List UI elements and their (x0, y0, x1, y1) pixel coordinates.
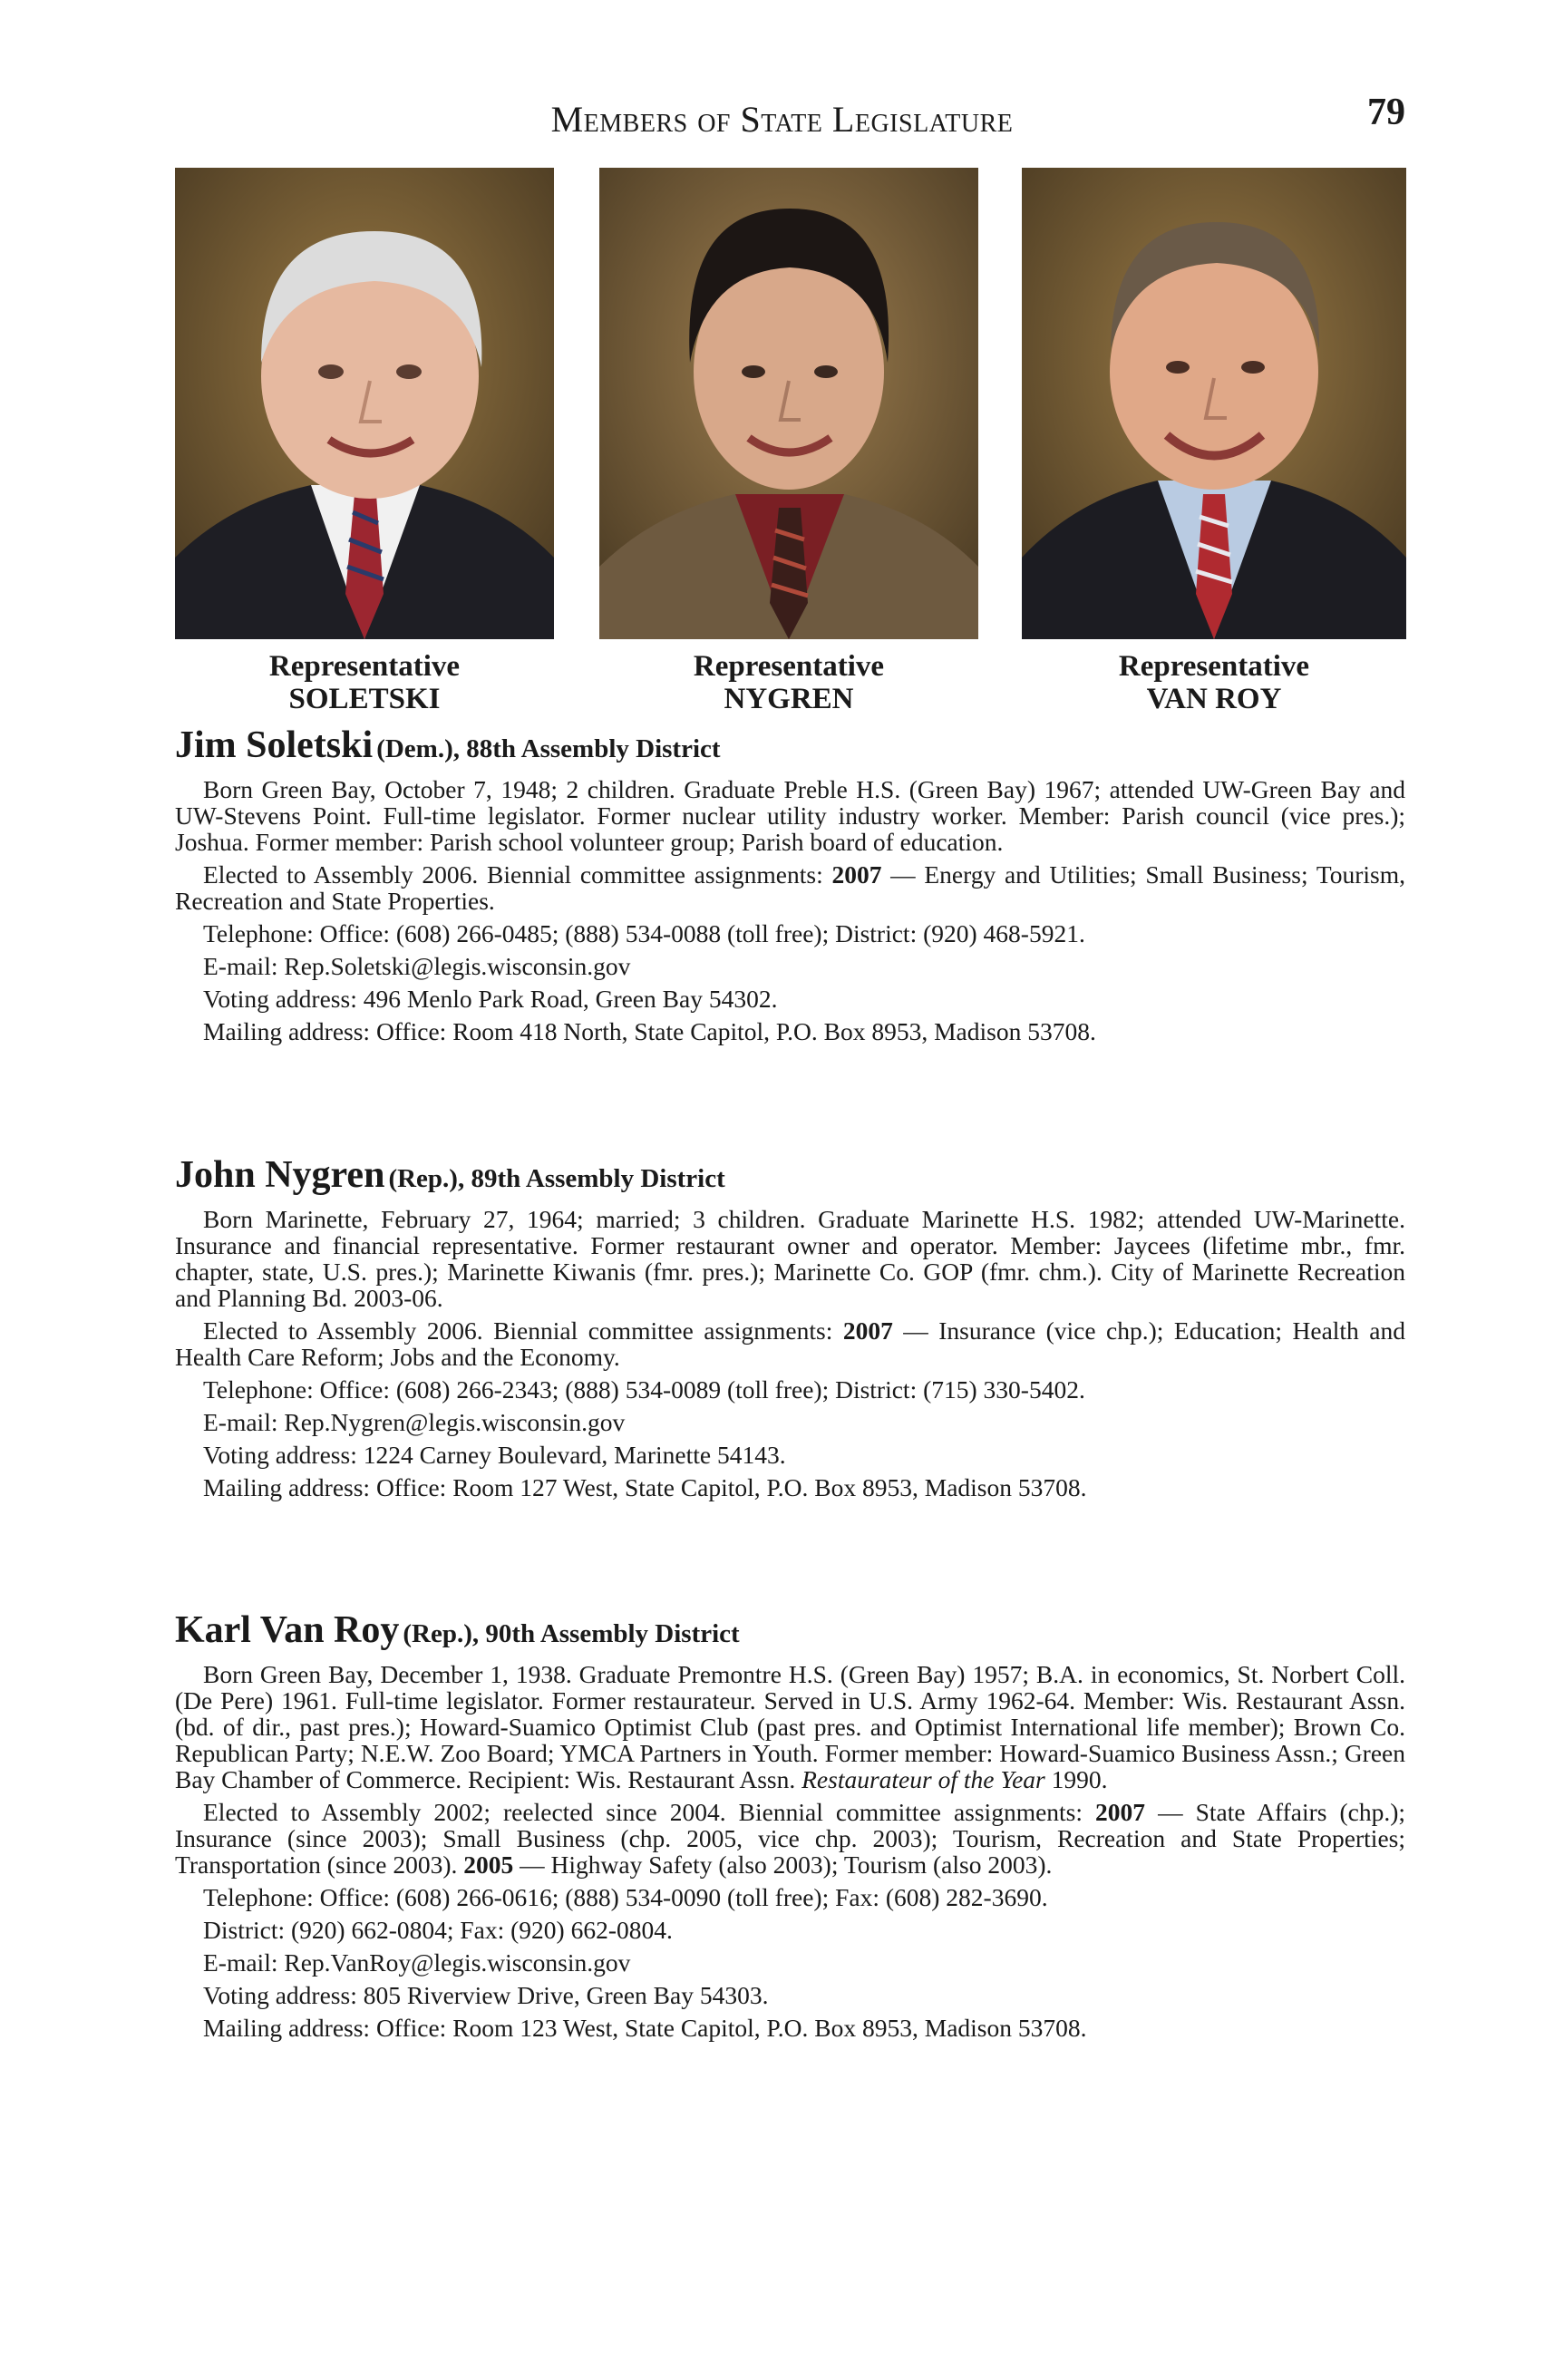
caption-surname: NYGREN (724, 683, 854, 715)
member-party-district: (Rep.), 89th Assembly District (388, 1164, 725, 1193)
member-heading-nygren (175, 1153, 725, 1197)
mailing-address: Mailing address: Office: Room 418 North, State Capitol, P.O. Box 8953, Madison 53708. (203, 1017, 1096, 1045)
email: E-mail: Rep.Nygren@legis.wisconsin.gov (203, 1408, 626, 1436)
bio-paragraph: Born Marinette, February 27, 1964; married; 3 children. Graduate Marinette H.S. 1982; attended UW-Marinette. Insurance and financial representative. Former restaurant owner and operator. Member: Jaycees (lifetime mbr., fmr. chapter, state, U.S. pres.); Marinette Kiwanis (fmr. pres.); Marinette Co. GOP (fmr. chm.). City of Marinette Recreation and Planning Bd. 2003-06. (175, 1205, 1405, 1312)
voting-address: Voting address: 496 Menlo Park Road, Green Bay 54302. (203, 985, 778, 1013)
committee-paragraph: Elected to Assembly 2002; reelected since 2004. Biennial committee assignments: 2007 — State Affairs (chp.); Insurance (since 2003); Small Business (chp. 2005, vice chp. 2003); Tourism, Recreation and State Properties; Transportation (since 2003). 2005 — Highway Safety (also 2003); Tourism (also 2003). (175, 1798, 1405, 1879)
caption-soletski (175, 650, 554, 715)
member-heading-soletski (175, 724, 721, 767)
caption-surname: SOLETSKI (288, 683, 441, 715)
member-name: Jim Soletski (175, 724, 374, 766)
member-bio-nygren (175, 1206, 1405, 1507)
mailing-address: Mailing address: Office: Room 123 West, State Capitol, P.O. Box 8953, Madison 53708. (203, 2014, 1087, 2042)
email: E-mail: Rep.VanRoy@legis.wisconsin.gov (203, 1948, 631, 1977)
caption-title: Representative (268, 650, 461, 683)
caption-title: Representative (693, 650, 885, 683)
email: E-mail: Rep.Soletski@legis.wisconsin.gov (203, 952, 631, 980)
voting-address: Voting address: 805 Riverview Drive, Green Bay 54303. (203, 1981, 769, 2009)
member-heading-van-roy (175, 1608, 740, 1652)
caption-title: Representative (1118, 650, 1310, 683)
committee-paragraph: Elected to Assembly 2006. Biennial committee assignments: 2007 — Energy and Utilities; Small Business; Tourism, Recreation and State Properties. (175, 860, 1405, 915)
bio-paragraph: Born Green Bay, October 7, 1948; 2 children. Graduate Preble H.S. (Green Bay) 1967; attended UW-Green Bay and UW-Stevens Point. Full-time legislator. Former nuclear utility industry worker. Member: Parish council (vice pres.); Joshua. Former member: Parish school volunteer group; Parish board of education. (175, 775, 1405, 856)
committee-paragraph: Elected to Assembly 2006. Biennial committee assignments: 2007 — Insurance (vice chp.); Education; Health and Health Care Reform; Jobs and the Economy. (175, 1316, 1405, 1371)
member-party-district: (Rep.), 90th Assembly District (403, 1619, 740, 1648)
telephone: Telephone: Office: (608) 266-2343; (888) 534-0089 (toll free); District: (715) 330-5402. (203, 1375, 1085, 1404)
bio-paragraph: Born Green Bay, December 1, 1938. Graduate Premontre H.S. (Green Bay) 1957; B.A. in economics, St. Norbert Coll. (De Pere) 1961. Full-time legislator. Former restaurateur. Served in U.S. Army 1962-64. Member: Wis. Restaurant Assn. (bd. of dir., past pres.); Howard-Suamico Optimist Club (past pres. and Optimist International life member); Brown Co. Republican Party; N.E.W. Zoo Board; YMCA Partners in Youth. Former member: Howard-Suamico Business Assn.; Green Bay Chamber of Commerce. Recipient: Wis. Restaurant Assn. Restaurateur of the Year 1990. (175, 1660, 1405, 1793)
portrait-soletski (175, 168, 554, 639)
portrait-nygren (599, 168, 978, 639)
telephone: Telephone: Office: (608) 266-0485; (888) 534-0088 (toll free); District: (920) 468-5921. (203, 919, 1085, 947)
member-party-district: (Dem.), 88th Assembly District (376, 734, 721, 763)
caption-van-roy (1022, 650, 1406, 715)
page-number: 79 (1367, 92, 1405, 133)
mailing-address: Mailing address: Office: Room 127 West, State Capitol, P.O. Box 8953, Madison 53708. (203, 1473, 1087, 1501)
caption-surname: VAN ROY (1146, 683, 1282, 715)
caption-nygren (599, 650, 978, 715)
telephone: Telephone: Office: (608) 266-0616; (888) 534-0090 (toll free); Fax: (608) 282-3690. (203, 1883, 1048, 1911)
award-title: Restaurateur of the Year (801, 1765, 1045, 1793)
member-bio-van-roy (175, 1661, 1405, 2047)
portrait-van-roy (1022, 168, 1406, 639)
member-bio-soletski (175, 776, 1405, 1051)
voting-address: Voting address: 1224 Carney Boulevard, Marinette 54143. (203, 1441, 786, 1469)
member-name: John Nygren (175, 1154, 385, 1196)
district-telephone: District: (920) 662-0804; Fax: (920) 662-0804. (203, 1916, 673, 1944)
member-name: Karl Van Roy (175, 1609, 400, 1651)
running-head: Members of State Legislature (550, 99, 1014, 140)
